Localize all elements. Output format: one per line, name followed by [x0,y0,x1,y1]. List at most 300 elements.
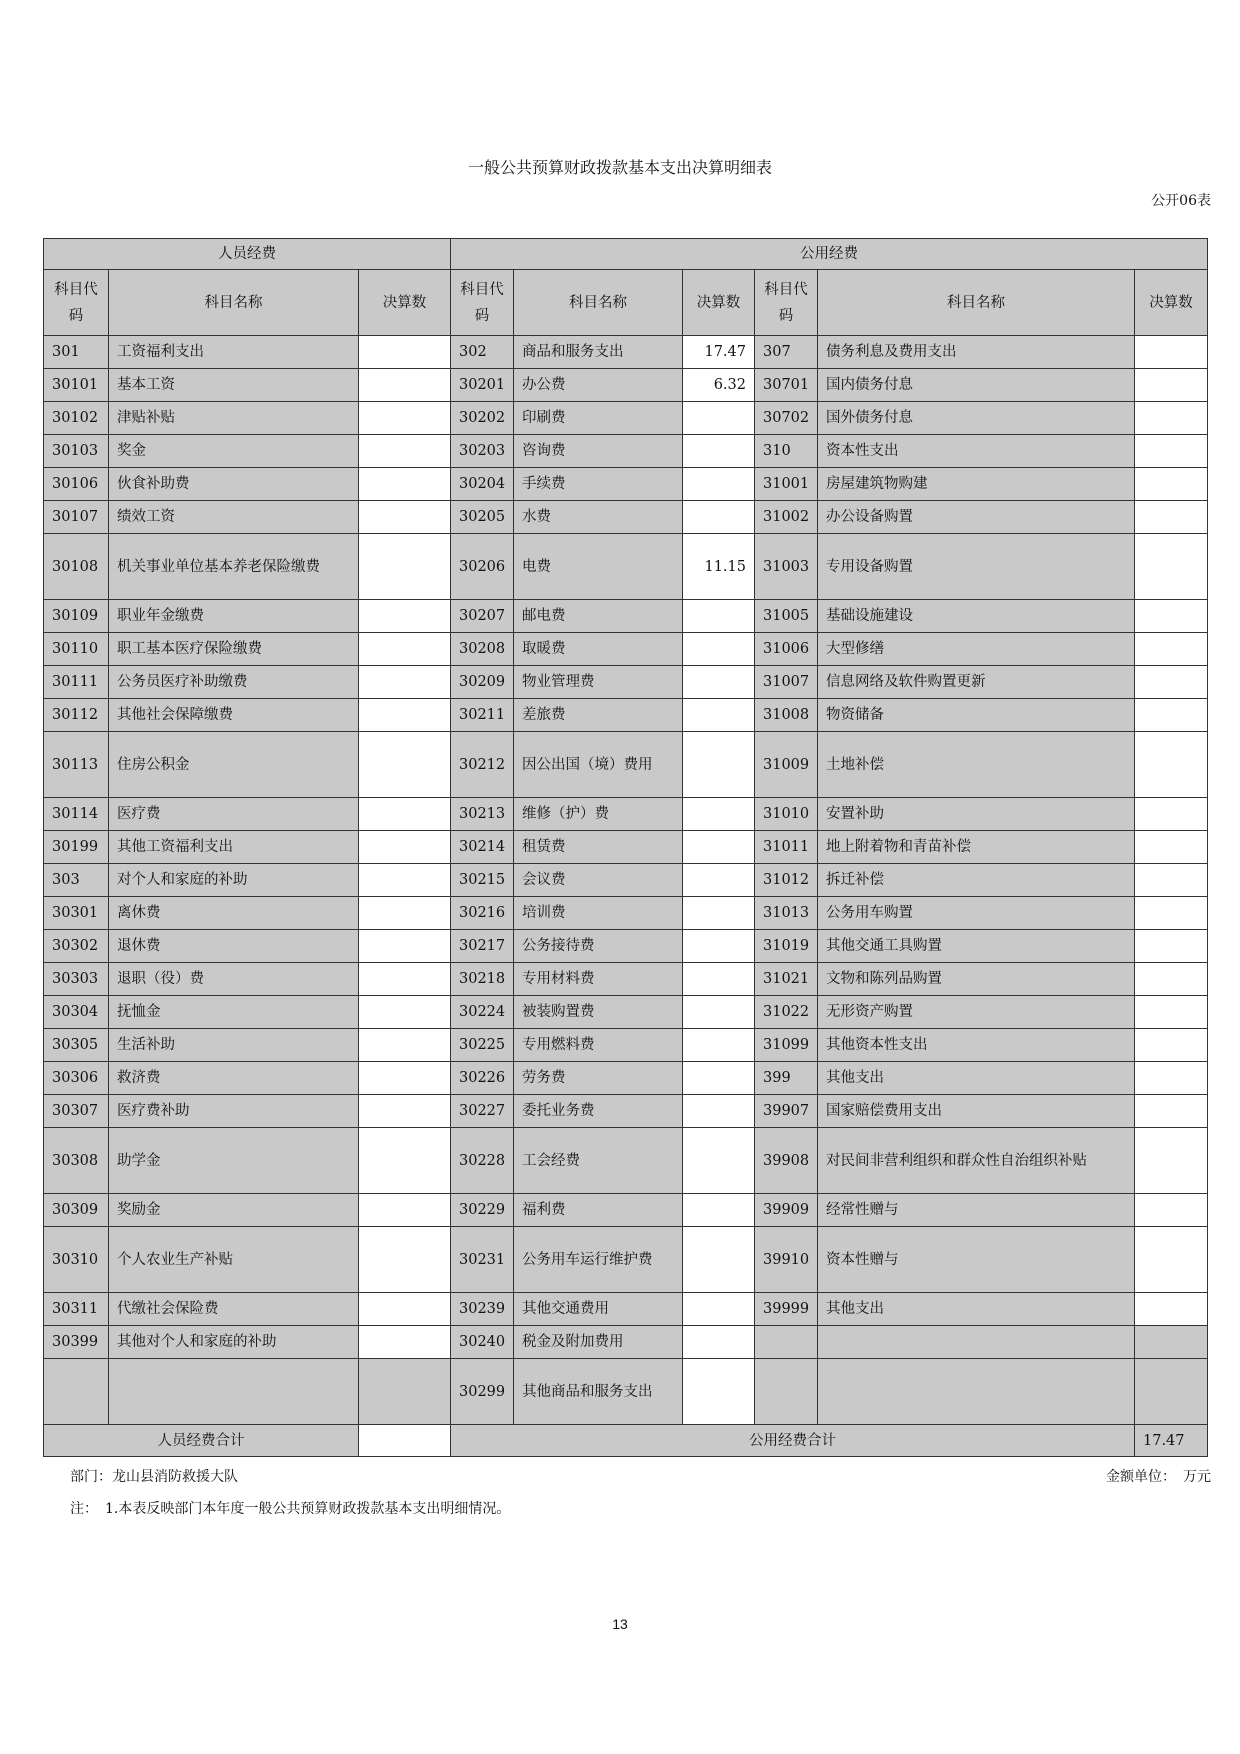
personnel-amount-cell [359,369,451,402]
capital-name-cell: 其他支出 [818,1293,1135,1326]
capital-name-cell: 专用设备购置 [818,534,1135,600]
name-header: 科目名称 [818,270,1135,336]
personnel-name-cell: 公务员医疗补助缴费 [109,666,359,699]
personnel-name-cell: 医疗费补助 [109,1095,359,1128]
capital-name-cell: 拆迁补偿 [818,864,1135,897]
table-row [44,963,1208,996]
capital-name-cell: 公务用车购置 [818,897,1135,930]
personnel-code-cell: 30308 [44,1128,109,1194]
capital-name-cell: 信息网络及软件购置更新 [818,666,1135,699]
goods-services-code-cell: 30224 [451,996,514,1029]
personnel-code-cell: 30110 [44,633,109,666]
capital-name-cell: 安置补助 [818,798,1135,831]
goods-services-code-cell: 30226 [451,1062,514,1095]
table-row [44,435,1208,468]
capital-amount-cell [1135,897,1208,930]
goods-services-amount-cell [683,501,755,534]
goods-services-name-cell: 印刷费 [514,402,683,435]
capital-amount-cell [1135,600,1208,633]
goods-services-amount-cell [683,930,755,963]
goods-services-name-cell: 邮电费 [514,600,683,633]
capital-amount-cell [1135,1227,1208,1293]
personnel-code-cell: 30114 [44,798,109,831]
capital-amount-cell [1135,402,1208,435]
table-row [44,699,1208,732]
goods-services-code-cell: 30201 [451,369,514,402]
personnel-name-cell: 代缴社会保险费 [109,1293,359,1326]
personnel-name-cell [109,1359,359,1425]
capital-amount-cell [1135,435,1208,468]
capital-code-cell: 31009 [755,732,818,798]
goods-services-name-cell: 水费 [514,501,683,534]
goods-services-name-cell: 电费 [514,534,683,600]
personnel-code-cell: 30106 [44,468,109,501]
personnel-code-cell: 30302 [44,930,109,963]
goods-services-amount-cell: 17.47 [683,336,755,369]
personnel-name-cell: 奖金 [109,435,359,468]
goods-services-amount-cell [683,996,755,1029]
goods-services-code-cell: 30216 [451,897,514,930]
goods-services-amount-cell [683,699,755,732]
table-row [44,336,1208,369]
personnel-amount-cell [359,831,451,864]
table-row [44,534,1208,600]
goods-services-amount-cell [683,435,755,468]
capital-amount-cell [1135,666,1208,699]
personnel-header: 人员经费 [44,239,451,270]
table-row [44,402,1208,435]
capital-name-cell: 经常性赠与 [818,1194,1135,1227]
goods-services-name-cell: 物业管理费 [514,666,683,699]
personnel-amount-cell [359,600,451,633]
goods-services-name-cell: 公务接待费 [514,930,683,963]
capital-name-cell [818,1326,1135,1359]
goods-services-name-cell: 公务用车运行维护费 [514,1227,683,1293]
personnel-name-cell: 其他社会保障缴费 [109,699,359,732]
table-row [44,666,1208,699]
personnel-amount-cell [359,336,451,369]
table-row [44,996,1208,1029]
capital-code-cell: 31005 [755,600,818,633]
personnel-name-cell: 离休费 [109,897,359,930]
goods-services-name-cell: 租赁费 [514,831,683,864]
goods-services-name-cell: 培训费 [514,897,683,930]
goods-services-code-cell: 30213 [451,798,514,831]
capital-code-cell: 31008 [755,699,818,732]
goods-services-amount-cell [683,1029,755,1062]
capital-amount-cell [1135,1359,1208,1425]
goods-services-code-cell: 30225 [451,1029,514,1062]
table-row [44,897,1208,930]
goods-services-code-cell: 30229 [451,1194,514,1227]
table-row [44,930,1208,963]
personnel-name-cell: 对个人和家庭的补助 [109,864,359,897]
table-row [44,468,1208,501]
goods-services-amount-cell [683,600,755,633]
capital-code-cell: 31001 [755,468,818,501]
public-header: 公用经费 [451,239,1208,270]
goods-services-name-cell: 专用材料费 [514,963,683,996]
goods-services-name-cell: 税金及附加费用 [514,1326,683,1359]
goods-services-code-cell: 30208 [451,633,514,666]
goods-services-code-cell: 30214 [451,831,514,864]
goods-services-name-cell: 咨询费 [514,435,683,468]
goods-services-name-cell: 专用燃料费 [514,1029,683,1062]
goods-services-amount-cell [683,666,755,699]
personnel-total-value [359,1425,451,1457]
capital-amount-cell [1135,864,1208,897]
table-row [44,798,1208,831]
table-row [44,1293,1208,1326]
personnel-amount-cell [359,1095,451,1128]
capital-amount-cell [1135,1095,1208,1128]
personnel-code-cell: 30107 [44,501,109,534]
personnel-code-cell: 30399 [44,1326,109,1359]
capital-amount-cell [1135,1293,1208,1326]
personnel-name-cell: 绩效工资 [109,501,359,534]
personnel-code-cell: 30109 [44,600,109,633]
personnel-total-label: 人员经费合计 [44,1425,359,1457]
capital-amount-cell [1135,732,1208,798]
personnel-code-cell: 30101 [44,369,109,402]
capital-amount-cell [1135,1194,1208,1227]
name-header: 科目名称 [514,270,683,336]
personnel-amount-cell [359,435,451,468]
capital-name-cell: 国内债务付息 [818,369,1135,402]
personnel-code-cell: 30303 [44,963,109,996]
goods-services-name-cell: 手续费 [514,468,683,501]
goods-services-amount-cell: 6.32 [683,369,755,402]
goods-services-code-cell: 30207 [451,600,514,633]
goods-services-code-cell: 30227 [451,1095,514,1128]
capital-code-cell: 31002 [755,501,818,534]
capital-name-cell: 房屋建筑物购建 [818,468,1135,501]
goods-services-code-cell: 30215 [451,864,514,897]
capital-amount-cell [1135,831,1208,864]
capital-name-cell: 文物和陈列品购置 [818,963,1135,996]
personnel-name-cell: 抚恤金 [109,996,359,1029]
personnel-code-cell: 30111 [44,666,109,699]
goods-services-name-cell: 维修（护）费 [514,798,683,831]
table-row [44,831,1208,864]
personnel-amount-cell [359,897,451,930]
capital-name-cell: 国家赔偿费用支出 [818,1095,1135,1128]
personnel-name-cell: 伙食补助费 [109,468,359,501]
goods-services-amount-cell [683,1227,755,1293]
capital-code-cell: 39910 [755,1227,818,1293]
capital-amount-cell [1135,369,1208,402]
capital-amount-cell [1135,501,1208,534]
capital-name-cell: 其他资本性支出 [818,1029,1135,1062]
amount-header: 决算数 [683,270,755,336]
capital-amount-cell [1135,1128,1208,1194]
goods-services-name-cell: 办公费 [514,369,683,402]
goods-services-code-cell: 30228 [451,1128,514,1194]
capital-name-cell: 对民间非营利组织和群众性自治组织补贴 [818,1128,1135,1194]
capital-name-cell: 资本性赠与 [818,1227,1135,1293]
goods-services-code-cell: 30239 [451,1293,514,1326]
goods-services-amount-cell [683,633,755,666]
goods-services-amount-cell [683,864,755,897]
personnel-code-cell: 30103 [44,435,109,468]
capital-name-cell: 地上附着物和青苗补偿 [818,831,1135,864]
capital-amount-cell [1135,699,1208,732]
goods-services-code-cell: 30203 [451,435,514,468]
capital-code-cell: 31099 [755,1029,818,1062]
goods-services-name-cell: 其他交通费用 [514,1293,683,1326]
goods-services-amount-cell [683,732,755,798]
capital-code-cell: 39909 [755,1194,818,1227]
personnel-amount-cell [359,864,451,897]
personnel-name-cell: 其他对个人和家庭的补助 [109,1326,359,1359]
goods-services-code-cell: 30202 [451,402,514,435]
personnel-amount-cell [359,1359,451,1425]
goods-services-name-cell: 商品和服务支出 [514,336,683,369]
goods-services-code-cell: 30299 [451,1359,514,1425]
goods-services-code-cell: 30209 [451,666,514,699]
capital-code-cell: 31019 [755,930,818,963]
capital-name-cell: 资本性支出 [818,435,1135,468]
capital-code-cell: 31007 [755,666,818,699]
capital-name-cell: 物资储备 [818,699,1135,732]
capital-amount-cell [1135,996,1208,1029]
capital-name-cell: 其他支出 [818,1062,1135,1095]
personnel-code-cell [44,1359,109,1425]
capital-code-cell: 30701 [755,369,818,402]
goods-services-code-cell: 30211 [451,699,514,732]
personnel-code-cell: 30102 [44,402,109,435]
personnel-name-cell: 津贴补贴 [109,402,359,435]
personnel-amount-cell [359,1227,451,1293]
goods-services-name-cell: 工会经费 [514,1128,683,1194]
goods-services-name-cell: 差旅费 [514,699,683,732]
table-row [44,1326,1208,1359]
goods-services-amount-cell [683,402,755,435]
table-row [44,633,1208,666]
personnel-amount-cell [359,963,451,996]
capital-amount-cell [1135,336,1208,369]
capital-amount-cell [1135,534,1208,600]
table-row [44,1062,1208,1095]
personnel-name-cell: 工资福利支出 [109,336,359,369]
goods-services-amount-cell [683,1194,755,1227]
capital-name-cell [818,1359,1135,1425]
personnel-name-cell: 救济费 [109,1062,359,1095]
code-header: 科目代码 [451,270,514,336]
table-row [44,1194,1208,1227]
personnel-amount-cell [359,1062,451,1095]
capital-code-cell: 39907 [755,1095,818,1128]
page-title: 一般公共预算财政拨款基本支出决算明细表 [467,158,772,177]
capital-code-cell: 31022 [755,996,818,1029]
capital-code-cell [755,1326,818,1359]
personnel-name-cell: 助学金 [109,1128,359,1194]
personnel-name-cell: 基本工资 [109,369,359,402]
personnel-amount-cell [359,1293,451,1326]
goods-services-name-cell: 被装购置费 [514,996,683,1029]
capital-code-cell: 399 [755,1062,818,1095]
capital-code-cell: 31003 [755,534,818,600]
table-row [44,1029,1208,1062]
goods-services-code-cell: 30240 [451,1326,514,1359]
personnel-code-cell: 30108 [44,534,109,600]
personnel-name-cell: 退休费 [109,930,359,963]
table-row [44,1095,1208,1128]
personnel-code-cell: 301 [44,336,109,369]
personnel-name-cell: 职工基本医疗保险缴费 [109,633,359,666]
amount-header: 决算数 [359,270,451,336]
capital-name-cell: 国外债务付息 [818,402,1135,435]
goods-services-code-cell: 302 [451,336,514,369]
personnel-amount-cell [359,666,451,699]
code-header: 科目代码 [44,270,109,336]
name-header: 科目名称 [109,270,359,336]
personnel-name-cell: 退职（役）费 [109,963,359,996]
goods-services-amount-cell [683,1128,755,1194]
personnel-name-cell: 医疗费 [109,798,359,831]
capital-code-cell: 31012 [755,864,818,897]
capital-name-cell: 债务利息及费用支出 [818,336,1135,369]
personnel-code-cell: 30304 [44,996,109,1029]
goods-services-amount-cell [683,1359,755,1425]
capital-code-cell: 31006 [755,633,818,666]
capital-name-cell: 办公设备购置 [818,501,1135,534]
goods-services-code-cell: 30205 [451,501,514,534]
personnel-amount-cell [359,1326,451,1359]
goods-services-amount-cell: 11.15 [683,534,755,600]
goods-services-code-cell: 30218 [451,963,514,996]
table-row [44,1359,1208,1425]
goods-services-name-cell: 劳务费 [514,1062,683,1095]
capital-name-cell: 基础设施建设 [818,600,1135,633]
personnel-code-cell: 30311 [44,1293,109,1326]
table-row [44,369,1208,402]
goods-services-name-cell: 委托业务费 [514,1095,683,1128]
table-id: 公开06表 [1151,193,1211,209]
capital-name-cell: 无形资产购置 [818,996,1135,1029]
goods-services-amount-cell [683,897,755,930]
personnel-code-cell: 30306 [44,1062,109,1095]
goods-services-code-cell: 30206 [451,534,514,600]
capital-code-cell: 307 [755,336,818,369]
goods-services-amount-cell [683,963,755,996]
amount-header: 决算数 [1135,270,1208,336]
personnel-code-cell: 30301 [44,897,109,930]
capital-name-cell: 土地补偿 [818,732,1135,798]
personnel-name-cell: 机关事业单位基本养老保险缴费 [109,534,359,600]
personnel-code-cell: 303 [44,864,109,897]
goods-services-name-cell: 福利费 [514,1194,683,1227]
personnel-amount-cell [359,1194,451,1227]
capital-amount-cell [1135,468,1208,501]
capital-name-cell: 其他交通工具购置 [818,930,1135,963]
goods-services-code-cell: 30204 [451,468,514,501]
capital-code-cell: 39908 [755,1128,818,1194]
capital-amount-cell [1135,1062,1208,1095]
goods-services-name-cell: 会议费 [514,864,683,897]
goods-services-amount-cell [683,798,755,831]
capital-code-cell: 310 [755,435,818,468]
personnel-code-cell: 30113 [44,732,109,798]
capital-amount-cell [1135,1326,1208,1359]
table-row [44,864,1208,897]
personnel-amount-cell [359,930,451,963]
personnel-amount-cell [359,1029,451,1062]
capital-amount-cell [1135,1029,1208,1062]
capital-amount-cell [1135,930,1208,963]
personnel-name-cell: 职业年金缴费 [109,600,359,633]
goods-services-amount-cell [683,1062,755,1095]
capital-amount-cell [1135,798,1208,831]
page-number: 13 [612,1616,628,1632]
goods-services-code-cell: 30217 [451,930,514,963]
code-header: 科目代码 [755,270,818,336]
personnel-amount-cell [359,501,451,534]
capital-amount-cell [1135,633,1208,666]
capital-code-cell: 30702 [755,402,818,435]
personnel-amount-cell [359,996,451,1029]
personnel-name-cell: 个人农业生产补贴 [109,1227,359,1293]
goods-services-code-cell: 30212 [451,732,514,798]
personnel-code-cell: 30112 [44,699,109,732]
personnel-code-cell: 30199 [44,831,109,864]
goods-services-name-cell: 其他商品和服务支出 [514,1359,683,1425]
personnel-name-cell: 奖励金 [109,1194,359,1227]
personnel-code-cell: 30309 [44,1194,109,1227]
personnel-amount-cell [359,633,451,666]
goods-services-amount-cell [683,831,755,864]
capital-code-cell: 31010 [755,798,818,831]
personnel-name-cell: 生活补助 [109,1029,359,1062]
personnel-code-cell: 30310 [44,1227,109,1293]
personnel-amount-cell [359,534,451,600]
personnel-name-cell: 住房公积金 [109,732,359,798]
capital-amount-cell [1135,963,1208,996]
table-row [44,501,1208,534]
capital-code-cell: 31013 [755,897,818,930]
personnel-amount-cell [359,732,451,798]
personnel-name-cell: 其他工资福利支出 [109,831,359,864]
goods-services-amount-cell [683,1293,755,1326]
public-total-label: 公用经费合计 [451,1425,1135,1457]
expenditure-table [43,238,1208,1457]
personnel-amount-cell [359,699,451,732]
personnel-amount-cell [359,798,451,831]
personnel-amount-cell [359,402,451,435]
personnel-code-cell: 30305 [44,1029,109,1062]
capital-code-cell: 31021 [755,963,818,996]
table-row [44,1227,1208,1293]
goods-services-amount-cell [683,1095,755,1128]
table-row [44,732,1208,798]
department-label: 部门：龙山县消防救援大队 [70,1469,238,1485]
capital-code-cell: 31011 [755,831,818,864]
personnel-code-cell: 30307 [44,1095,109,1128]
goods-services-name-cell: 因公出国（境）费用 [514,732,683,798]
goods-services-name-cell: 取暖费 [514,633,683,666]
goods-services-amount-cell [683,468,755,501]
personnel-amount-cell [359,468,451,501]
amount-unit: 金额单位： 万元 [1106,1469,1211,1485]
personnel-amount-cell [359,1128,451,1194]
capital-name-cell: 大型修缮 [818,633,1135,666]
capital-code-cell: 39999 [755,1293,818,1326]
goods-services-amount-cell [683,1326,755,1359]
table-row [44,1128,1208,1194]
goods-services-code-cell: 30231 [451,1227,514,1293]
table-note: 注： 1.本表反映部门本年度一般公共预算财政拨款基本支出明细情况。 [70,1501,511,1517]
table-row [44,600,1208,633]
